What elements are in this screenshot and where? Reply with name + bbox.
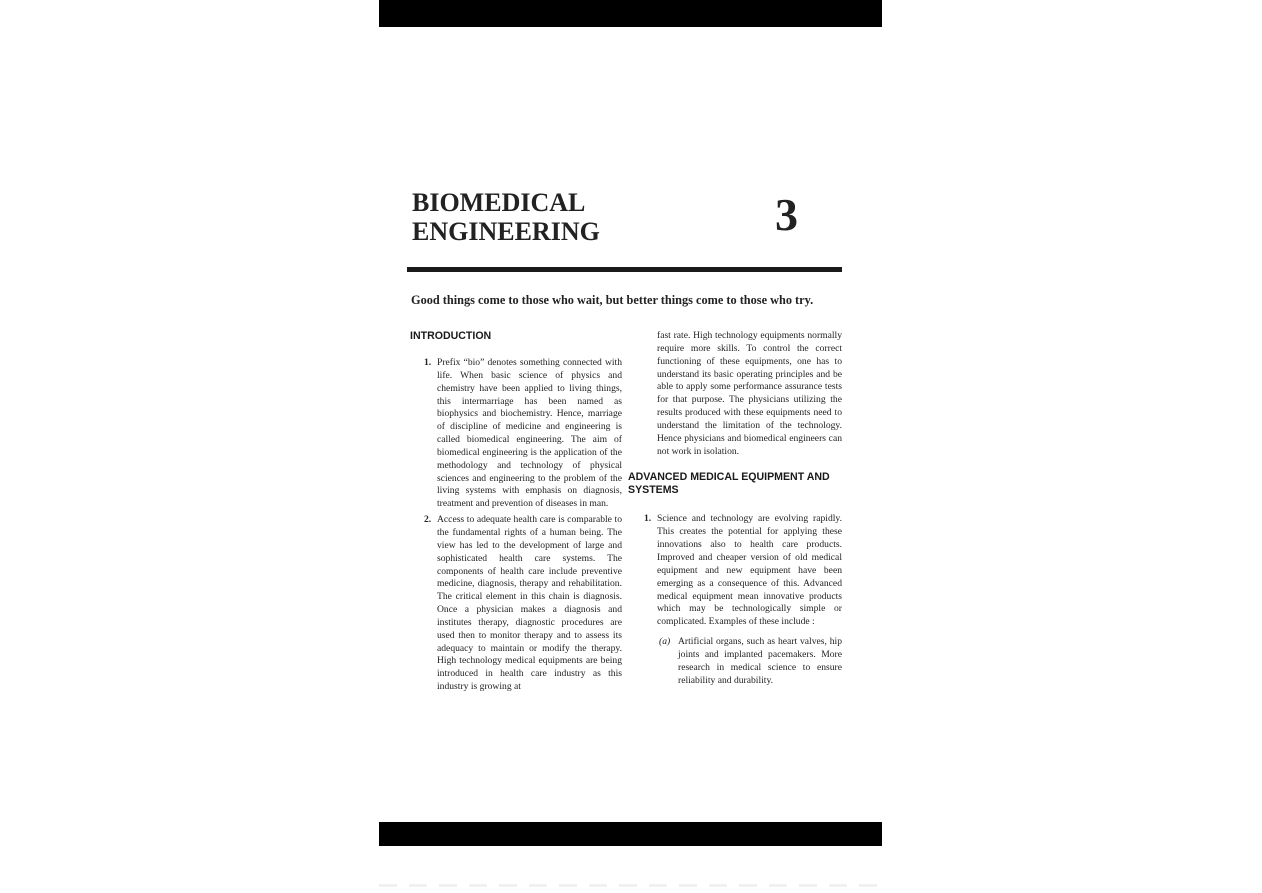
faint-footer-shadow <box>379 884 882 887</box>
intro-item-1 <box>410 357 622 511</box>
intro-item-2 <box>410 514 622 694</box>
advanced-heading-line2: SYSTEMS <box>628 484 679 497</box>
left-column <box>410 330 622 694</box>
intro-item-2-text: Access to adequate health care is comparable to the fundamental rights of a human being. The view has led to the development of large and sophisticated health care systems. The components of health care include preventive medicine, diagnosis, therapy and rehabilitation. The critical element in this chain is diagnosis. Once a physician makes a diagnosis and institutes therapy, diagnostic procedures are used then to monitor therapy and to assess its adequacy to maintain or modify the therapy. High technology medical equipments are being introduced in health care industry as this industry is growing at <box>437 514 622 693</box>
chapter-quote: Good things come to those who wait, but better things come to those who try. <box>411 293 814 307</box>
advanced-item-1-number: 1. <box>644 513 652 525</box>
chapter-number: 3 <box>775 189 798 240</box>
chapter-title-line2: ENGINEERING <box>412 217 600 246</box>
introduction-heading: INTRODUCTION <box>410 330 492 342</box>
advanced-heading-line1: ADVANCED MEDICAL EQUIPMENT AND <box>628 471 830 484</box>
chapter-title <box>412 188 600 246</box>
advanced-subitem-a-label: (a) <box>659 636 671 648</box>
right-column <box>628 330 842 687</box>
intro-item-1-text: Prefix “bio” denotes something connected with life. When basic science of physics and chemistry have been applied to living things, this intermarriage has been named as biophysics and biochemistry. Hence, marriage of discipline of medicine and engineering is called biomedical engineering. The aim of biomedical engineering is the application of the methodology and technology of physical sciences and engineering to the problem of the living systems with emphasis on diagnosis, treatment and prevention of diseases in man. <box>437 357 622 510</box>
intro-continuation: fast rate. High technology equipments normally require more skills. To control the correct functioning of these equipments, one has to understand its basic operating principles and be able to apply some performance assurance tests for that purpose. The physicians utilizing the results produced with these equipments need to understand the limitation of the technology. Hence physicians and biomedical engineers can not work in isolation. <box>657 330 842 457</box>
advanced-item-1 <box>628 513 842 629</box>
chapter-rule <box>407 267 842 272</box>
chapter-title-line1: BIOMEDICAL <box>412 188 586 217</box>
intro-item-1-number: 1. <box>424 357 432 368</box>
advanced-subitem-a <box>628 636 842 687</box>
intro-item-2-number: 2. <box>424 514 432 526</box>
advanced-item-1-text: Science and technology are evolving rapidly. This creates the potential for applying these innovations also to health care products. Improved and cheaper version of old medical equipment and new equipment have been emerging as a consequence of this. Advanced medical equipment mean innovative products which may be technologically simple or complicated. Examples of these include : <box>657 513 842 628</box>
advanced-subitem-a-text: Artificial organs, such as heart valves, hip joints and implanted pacemakers. More research in medical science to ensure reliability and durability. <box>678 636 842 686</box>
top-black-bar <box>379 0 882 27</box>
bottom-black-bar <box>379 822 882 846</box>
advanced-heading <box>628 471 842 497</box>
